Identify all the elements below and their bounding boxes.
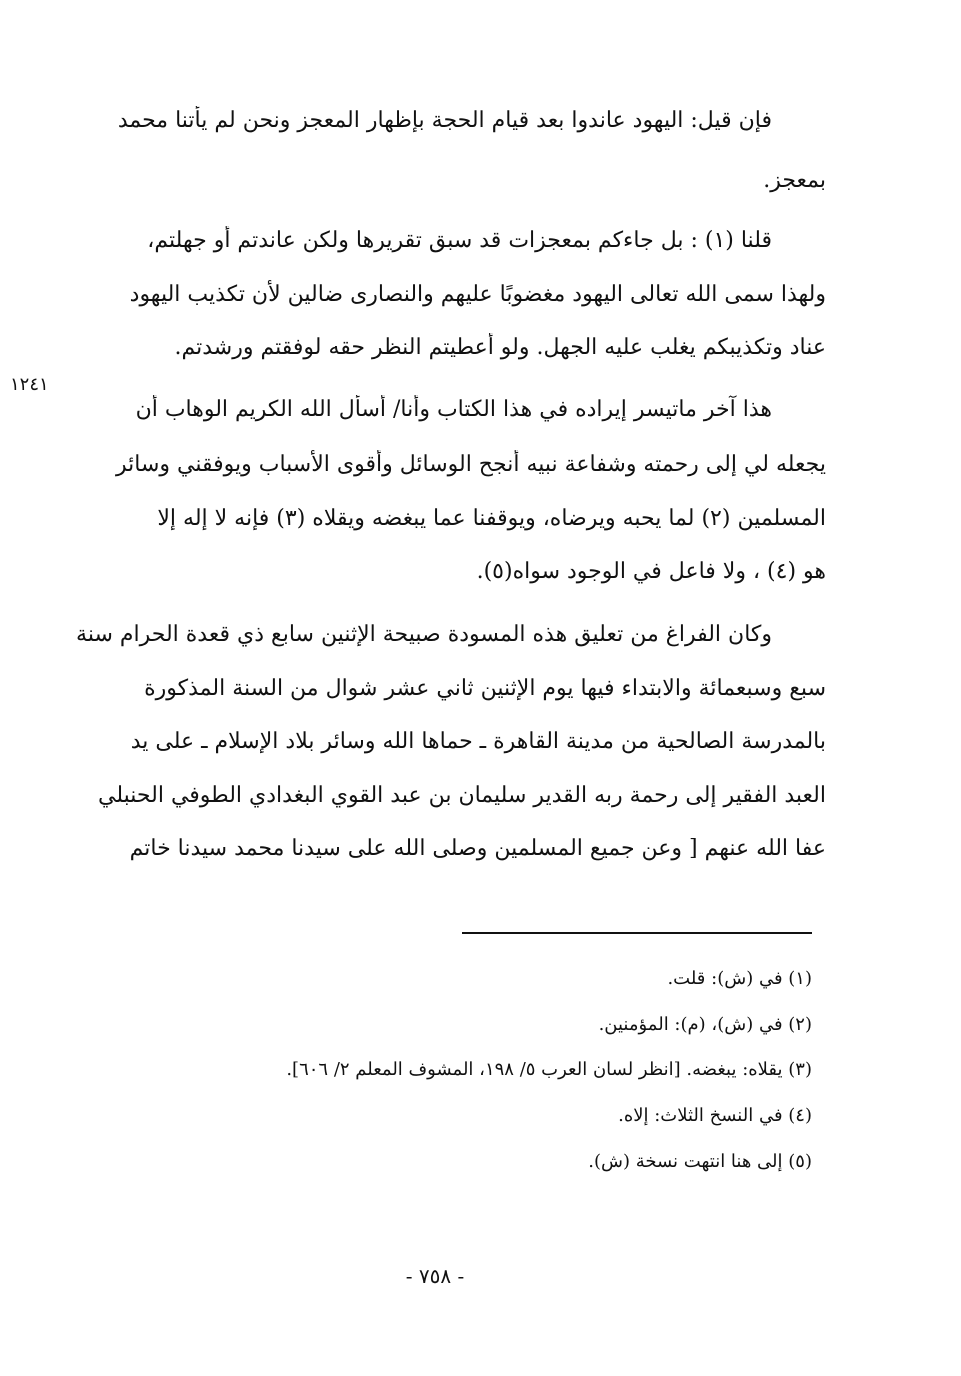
footnote-item: (٥) إلى هنا انتهت نسخة (ش).: [588, 1151, 812, 1172]
text-line: وكان الفراغ من تعليق هذه المسودة صبيحة الإثنين سابع ذي قعدة الحرام سنة: [76, 622, 772, 647]
text-line: بالمدرسة الصالحية من مدينة القاهرة ـ حماها الله وسائر بلاد الإسلام ـ على يد: [130, 729, 826, 754]
footnote-item: (٣) يقلاه: يبغضه. [انظر لسان العرب ٥/ ١٩٨، المشوف المعلم ٢/ ٦٠٦].: [286, 1059, 812, 1080]
footnote-item: (٢) في (ش)، (م): المؤمنين.: [598, 1014, 812, 1035]
text-line: هو (٤) ، ولا فاعل في الوجود سواه(٥).: [476, 559, 826, 584]
footnote-item: (١) في (ش): قلت.: [667, 968, 812, 989]
footnote-item: (٤) في النسخ الثلاث: إلاه.: [618, 1105, 812, 1126]
text-line: يجعله لي إلى رحمته وشفاعة نبيه أنجح الوسائل وأقوى الأسباب ويوفقني وسائر: [116, 452, 826, 477]
text-line: العبد الفقير إلى رحمة ربه القدير سليمان بن عبد القوي البغدادي الطوفي الحنبلي: [98, 783, 826, 808]
text-line: المسلمين (٢) لما يحبه ويرضاه، ويوقفنا عما يبغضه ويقلاه (٣) فإنه لا إله إلا: [157, 506, 826, 531]
text-line: فإن قيل: اليهود عاندوا بعد قيام الحجة بإظهار المعجز ونحن لم يأتنا محمد: [117, 108, 772, 133]
text-line: عفا الله عنهم [ وعن جميع المسلمين وصلى الله على سيدنا محمد سيدنا خاتم: [129, 836, 826, 861]
text-line: سبع وسبعمائة والابتداء فيها يوم الإثنين ثاني عشر شوال من السنة المذكورة: [144, 676, 826, 701]
text-line: عناد وتكذيبكم يغلب عليه الجهل. ولو أعطيتم النظر حقه لوفقتم ورشدتم.: [174, 335, 826, 360]
text-line: قلنا (١) : بل جاءكم بمعجزات قد سبق تقريرها ولكن عاندتم أو جهلتم،: [147, 228, 772, 253]
text-line: ولهذا سمى الله تعالى اليهود مغضوبًا عليهم والنصارى ضالين لأن تكذيب اليهود: [129, 282, 826, 307]
text-line: بمعجز.: [763, 168, 826, 193]
text-line: هذا آخر ماتيسر إيراده في هذا الكتاب وأنا/ أسأل الله الكريم الوهاب أن: [135, 397, 772, 422]
margin-folio-marker: ١٢٤١: [10, 374, 49, 395]
page-number: - ٧٥٨ -: [405, 1264, 465, 1288]
footnote-separator: [462, 932, 812, 934]
